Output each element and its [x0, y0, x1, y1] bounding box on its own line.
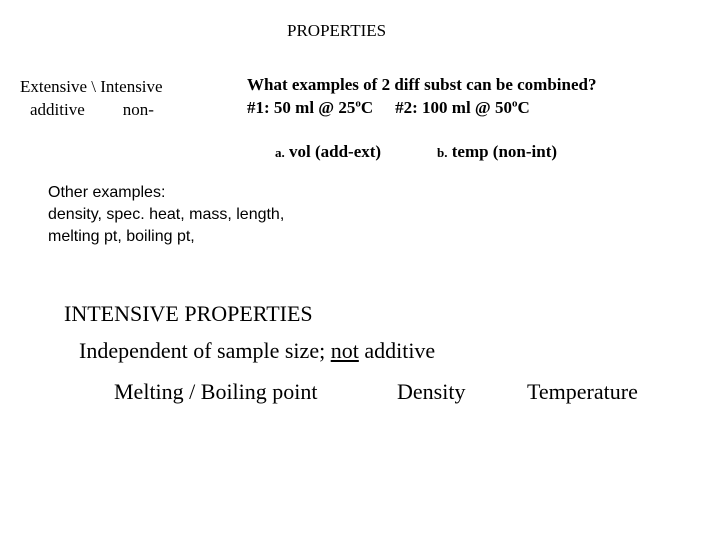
intensive-definition: Independent of sample size; not additive — [79, 338, 436, 363]
question-text: What examples of 2 diff subst can be combined? — [247, 75, 597, 94]
example-density: Density — [397, 379, 466, 404]
extensive-intensive-header: Extensive \ Intensive — [20, 77, 163, 96]
substances-line — [247, 99, 530, 116]
intensive-heading: INTENSIVE PROPERTIES — [64, 301, 313, 326]
additive-line — [30, 101, 154, 118]
other-examples — [48, 182, 408, 248]
not-underlined: not — [330, 338, 359, 363]
page-title: PROPERTIES — [287, 21, 387, 40]
additive-label: additive — [30, 100, 85, 119]
substance-2: #2: 100 ml @ 50$^o$C — [395, 97, 530, 117]
other-examples-label: Other examples: — [48, 184, 166, 201]
example-melting-boiling: Melting / Boiling point — [114, 379, 318, 404]
other-examples-line-1: density, spec. heat, mass, length, — [48, 206, 285, 223]
substance-1: #1: 50 ml @ 25$^o$C — [247, 97, 374, 117]
option-a: a. vol (add-ext) — [275, 142, 382, 161]
option-b: b. temp (non-int) — [437, 142, 558, 161]
example-temperature: Temperature — [527, 379, 638, 404]
non-additive-label: non- — [122, 100, 154, 119]
other-examples-line-2: melting pt, boiling pt, — [48, 228, 195, 245]
